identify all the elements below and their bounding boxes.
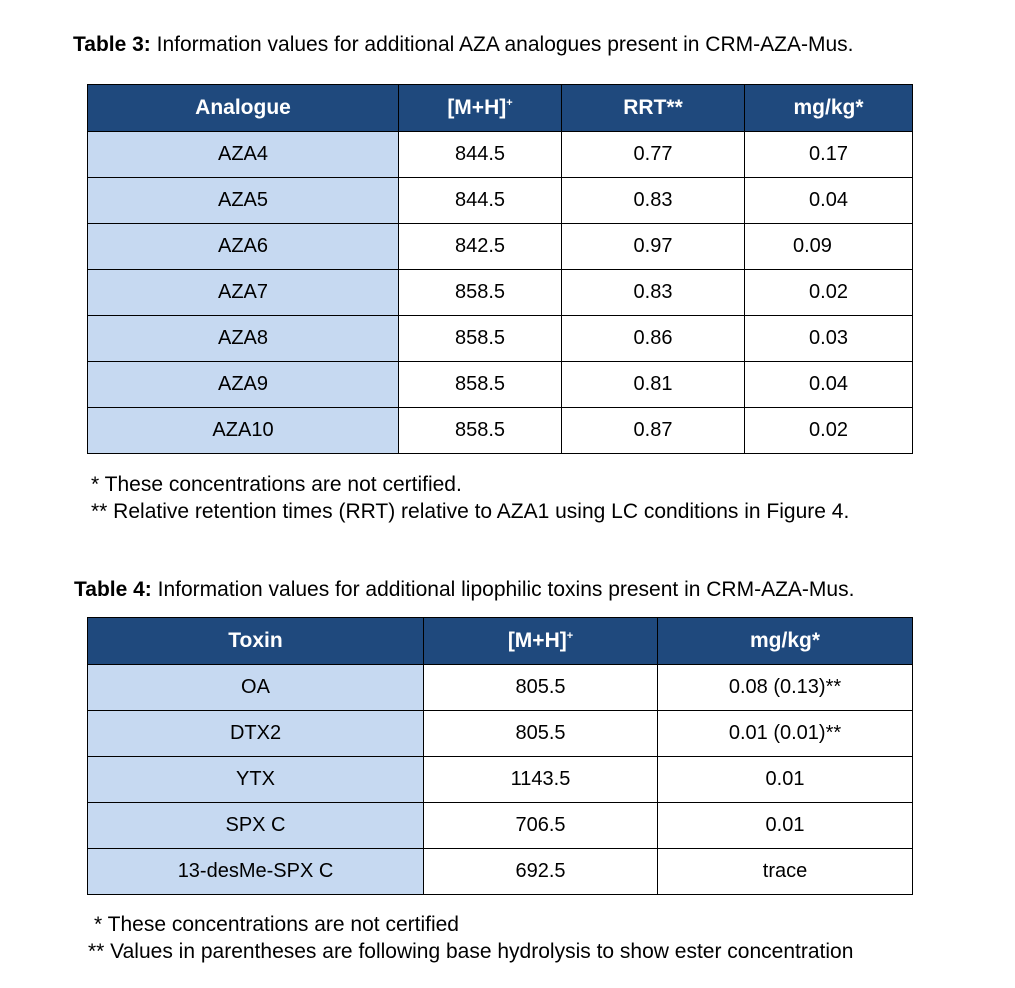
table-cell: 0.86 [562, 316, 745, 362]
table-cell: 0.83 [562, 178, 745, 224]
table4-note-1: * These concentrations are not certified [94, 913, 459, 936]
table4-header-mh [424, 618, 658, 665]
table4-caption-text: Information values for additional lipophilic toxins present in CRM-AZA-Mus. [151, 578, 855, 601]
table-cell: SPX C [88, 803, 424, 849]
table3-header-analogue: Analogue [88, 85, 399, 132]
table-cell: 844.5 [399, 132, 562, 178]
table-cell: 0.03 [745, 316, 913, 362]
table-cell: 858.5 [399, 408, 562, 454]
table-cell: 0.01 (0.01)** [658, 711, 913, 757]
table-cell: 0.02 [745, 270, 913, 316]
table-cell: 805.5 [424, 665, 658, 711]
table-row [88, 849, 913, 895]
table-row [88, 757, 913, 803]
table-cell: 858.5 [399, 316, 562, 362]
table-cell: 0.81 [562, 362, 745, 408]
table-cell: 706.5 [424, 803, 658, 849]
table-cell: 842.5 [399, 224, 562, 270]
table-row [88, 803, 913, 849]
table3-header-mh-sup: + [506, 97, 513, 109]
table-cell: 0.09 [745, 224, 913, 270]
table-cell: 0.04 [745, 362, 913, 408]
table3-note-1: * These concentrations are not certified. [91, 473, 462, 496]
table-row [88, 362, 913, 408]
table3-caption-text: Information values for additional AZA analogues present in CRM-AZA-Mus. [150, 33, 854, 56]
table-row [88, 178, 913, 224]
table-cell: AZA4 [88, 132, 399, 178]
table-cell: DTX2 [88, 711, 424, 757]
table-cell: AZA7 [88, 270, 399, 316]
table-cell: 0.87 [562, 408, 745, 454]
table-cell: AZA10 [88, 408, 399, 454]
table-cell: 844.5 [399, 178, 562, 224]
table4-header-row [88, 618, 913, 665]
table-cell: 0.01 [658, 803, 913, 849]
table4-caption [74, 578, 854, 602]
table-row [88, 270, 913, 316]
table3-caption-label: Table 3: [73, 33, 151, 56]
table-cell: AZA5 [88, 178, 399, 224]
table3-header-mh [399, 85, 562, 132]
table-row [88, 316, 913, 362]
table-cell: 0.97 [562, 224, 745, 270]
table-cell: 858.5 [399, 362, 562, 408]
table4-header-mh-text: [M+H] [507, 629, 567, 652]
table-cell: 858.5 [399, 270, 562, 316]
table3 [87, 84, 913, 454]
table-row [88, 711, 913, 757]
table-cell: 0.04 [745, 178, 913, 224]
table3-header-rrt: RRT** [562, 85, 745, 132]
table-row [88, 408, 913, 454]
table-cell: 0.17 [745, 132, 913, 178]
table-cell: 0.77 [562, 132, 745, 178]
table3-note-2: ** Relative retention times (RRT) relative to AZA1 using LC conditions in Figure 4. [91, 500, 850, 523]
table-cell: AZA9 [88, 362, 399, 408]
table3-header-mgkg: mg/kg* [745, 85, 913, 132]
table-row [88, 665, 913, 711]
table4 [87, 617, 913, 895]
table-cell: 0.08 (0.13)** [658, 665, 913, 711]
table-cell: OA [88, 665, 424, 711]
table-cell: 0.02 [745, 408, 913, 454]
table-row [88, 224, 913, 270]
table-cell: AZA8 [88, 316, 399, 362]
table-row [88, 132, 913, 178]
table4-header-toxin: Toxin [88, 618, 424, 665]
table-cell: 805.5 [424, 711, 658, 757]
table-cell: 692.5 [424, 849, 658, 895]
table-cell: AZA6 [88, 224, 399, 270]
table4-header-mgkg: mg/kg* [658, 618, 913, 665]
table-cell: 0.01 [658, 757, 913, 803]
table3-caption [73, 33, 853, 57]
table4-caption-label: Table 4: [74, 578, 152, 601]
table-cell: 1143.5 [424, 757, 658, 803]
table-cell: 0.83 [562, 270, 745, 316]
table-cell: 13-desMe-SPX C [88, 849, 424, 895]
table-cell: trace [658, 849, 913, 895]
table4-header-mh-sup: + [566, 630, 574, 642]
table3-header-row [88, 85, 913, 132]
table-cell: YTX [88, 757, 424, 803]
table3-header-mh-text: [M+H] [447, 96, 507, 119]
table4-note-2: ** Values in parentheses are following base hydrolysis to show ester concentration [88, 940, 854, 963]
